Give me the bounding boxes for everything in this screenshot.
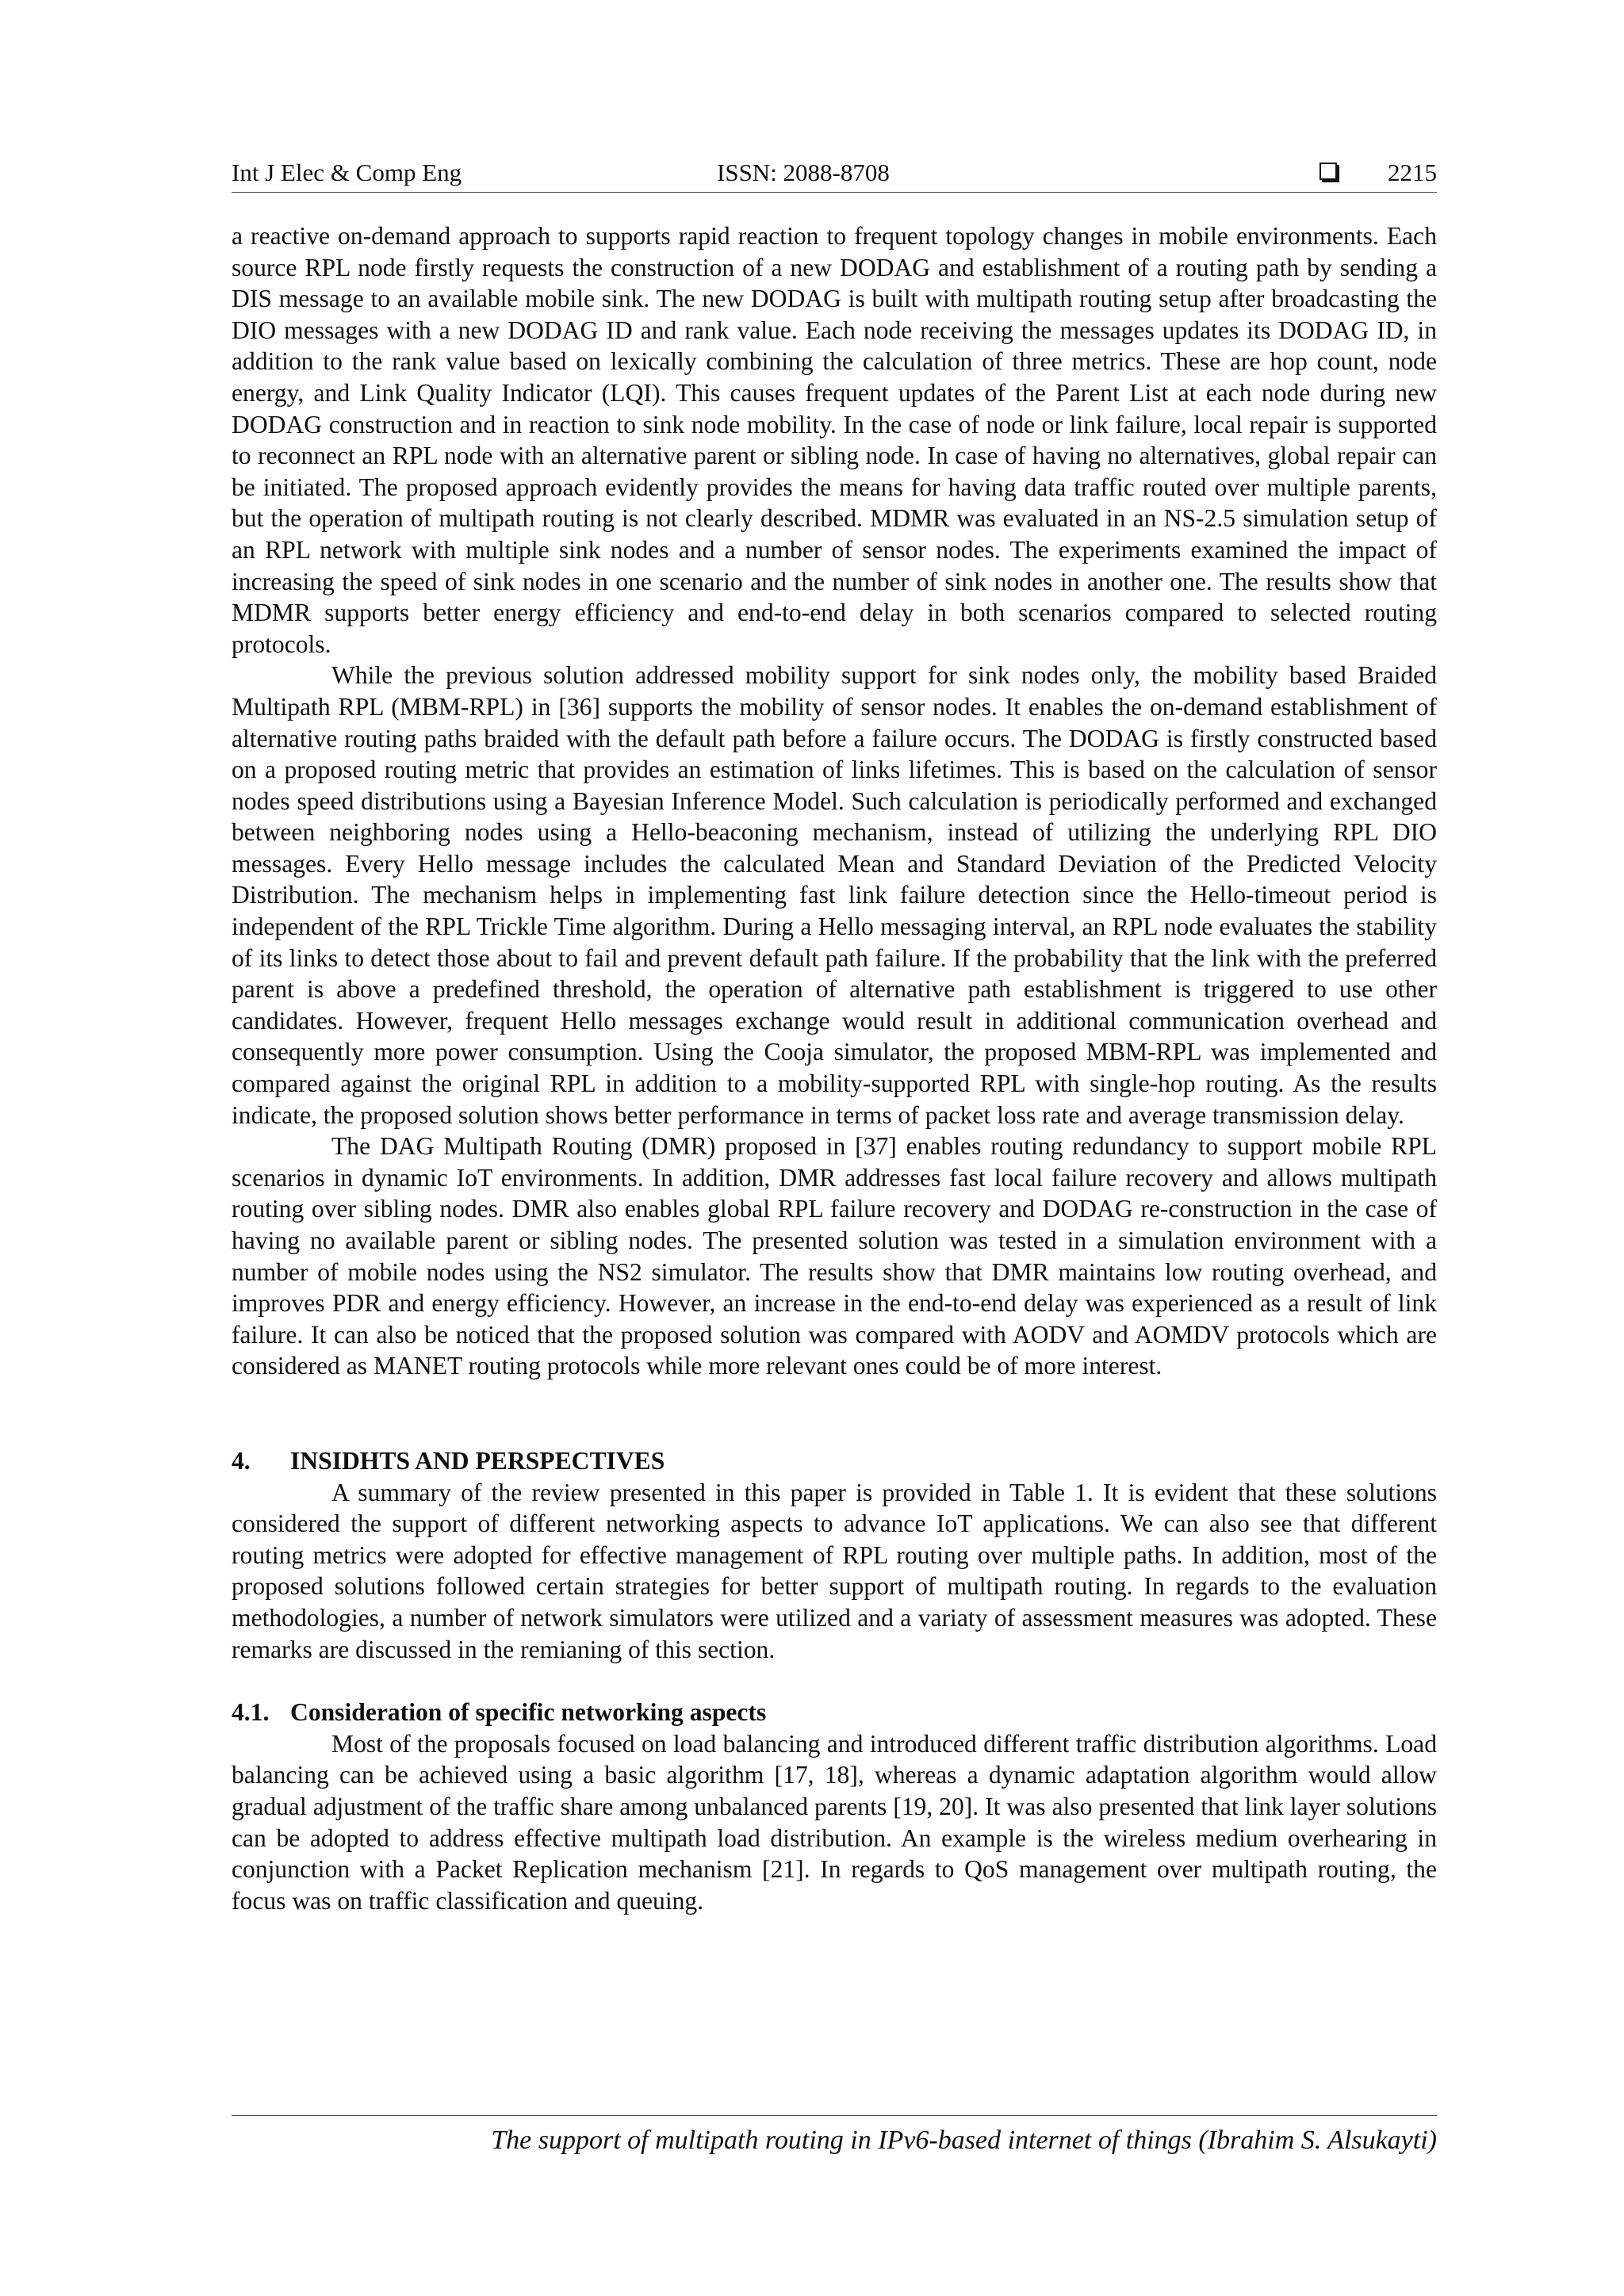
section-title: INSIDHTS AND PERSPECTIVES: [290, 1446, 665, 1475]
body-paragraph: Most of the proposals focused on load balancing and introduced different traffic distribution algorithms. Load balancing can be achieved using a basic algorithm [17, 18], whereas a dynamic adaptation algorithm would allow gradual adjustment of the traffic share among unbalanced parents [19, 20]. It was also presented that link layer solutions can be adopted to address effective multipath load distribution. An example is the wireless medium overhearing in conjunction with a Packet Replication mechanism [21]. In regards to QoS management over multipath routing, the focus was on traffic classification and queuing.: [232, 1729, 1437, 1915]
page-number: 2215: [1388, 159, 1437, 186]
body-text: [232, 220, 1437, 1916]
subsection-heading: [232, 1697, 1437, 1728]
journal-name: Int J Elec & Comp Eng: [232, 159, 462, 186]
section-number: 4.: [232, 1446, 251, 1475]
header-divider: [232, 192, 1437, 193]
page-header: [232, 155, 1437, 190]
section-spacer: [232, 1665, 1437, 1697]
page-footer: The support of multipath routing in IPv6-based internet of things (Ibrahim S. Alsukayti): [491, 2126, 1437, 2155]
issn-label: ISSN: 2088-8708: [717, 159, 890, 186]
body-paragraph: a reactive on-demand approach to supports rapid reaction to frequent topology changes in mobile environments. Each source RPL node firstly requests the construction of a new DODAG and establishment of a routing path by sending a DIS message to an available mobile sink. The new DODAG is built with multipath routing setup after broadcasting the DIO messages with a new DODAG ID and rank value. Each node receiving the messages updates its DODAG ID, in addition to the rank value based on lexically combining the calculation of three metrics. These are hop count, node energy, and Link Quality Indicator (LQI). This causes frequent updates of the Parent List at each node during new DODAG construction and in reaction to sink node mobility. In the case of node or link failure, local repair is supported to reconnect an RPL node with an alternative parent or sibling node. In case of having no alternatives, global repair can be initiated. The proposed approach evidently provides the means for having data traffic routed over multiple parents, but the operation of multipath routing is not clearly described. MDMR was evaluated in an NS-2.5 simulation setup of an RPL network with multiple sink nodes and a number of sensor nodes. The experiments examined the impact of increasing the speed of sink nodes in one scenario and the number of sink nodes in another one. The results show that MDMR supports better energy efficiency and end-to-end delay in both scenarios compared to selected routing protocols.: [232, 222, 1437, 658]
body-paragraph: While the previous solution addressed mobility support for sink nodes only, the mobility based Braided Multipath RPL (MBM-RPL) in [36] supports the mobility of sensor nodes. It enables the on-demand establishment of alternative routing paths braided with the default path before a failure occurs. The DODAG is firstly constructed based on a proposed routing metric that provides an estimation of links lifetimes. This is based on the calculation of sensor nodes speed distributions using a Bayesian Inference Model. Such calculation is periodically performed and exchanged between neighboring nodes using a Hello-beaconing mechanism, instead of utilizing the underlying RPL DIO messages. Every Hello message includes the calculated Mean and Standard Deviation of the Predicted Velocity Distribution. The mechanism helps in implementing fast link failure detection since the Hello-timeout period is independent of the RPL Trickle Time algorithm. During a Hello messaging interval, an RPL node evaluates the stability of its links to detect those about to fail and prevent default path failure. If the probability that the link with the preferred parent is above a predefined threshold, the operation of alternative path establishment is triggered to use other candidates. However, frequent Hello messages exchange would result in additional communication overhead and consequently more power consumption. Using the Cooja simulator, the proposed MBM-RPL was implemented and compared against the original RPL in addition to a mobility-supported RPL with single-hop routing. As the results indicate, the proposed solution shows better performance in terms of packet loss rate and average transmission delay.: [232, 661, 1437, 1129]
footer-divider: [232, 2115, 1437, 2116]
body-paragraph: A summary of the review presented in this paper is provided in Table 1. It is evident that these solutions considered the support of different networking aspects to advance IoT applications. We can also see that different routing metrics were adopted for effective management of RPL routing over multiple paths. In addition, most of the proposed solutions followed certain strategies for better support of multipath routing. In regards to the evaluation methodologies, a number of network simulators were utilized and a variaty of assessment measures was adopted. These remarks are discussed in the remianing of this section.: [232, 1478, 1437, 1663]
section-heading: [232, 1445, 1437, 1477]
subsection-title: Consideration of specific networking aspects: [290, 1698, 767, 1727]
subsection-number: 4.1.: [232, 1698, 270, 1727]
square-box-icon: [1320, 163, 1337, 180]
section-spacer: [232, 1382, 1437, 1445]
body-paragraph: The DAG Multipath Routing (DMR) proposed in [37] enables routing redundancy to support mobile RPL scenarios in dynamic IoT environments. In addition, DMR addresses fast local failure recovery and allows multipath routing over sibling nodes. DMR also enables global RPL failure recovery and DODAG re-construction in the case of having no available parent or sibling nodes. The presented solution was tested in a simulation environment with a number of mobile nodes using the NS2 simulator. The results show that DMR maintains low routing overhead, and improves PDR and energy efficiency. However, an increase in the end-to-end delay was experienced as a result of link failure. It can also be noticed that the proposed solution was compared with AODV and AOMDV protocols which are considered as MANET routing protocols while more relevant ones could be of more interest.: [232, 1132, 1437, 1380]
